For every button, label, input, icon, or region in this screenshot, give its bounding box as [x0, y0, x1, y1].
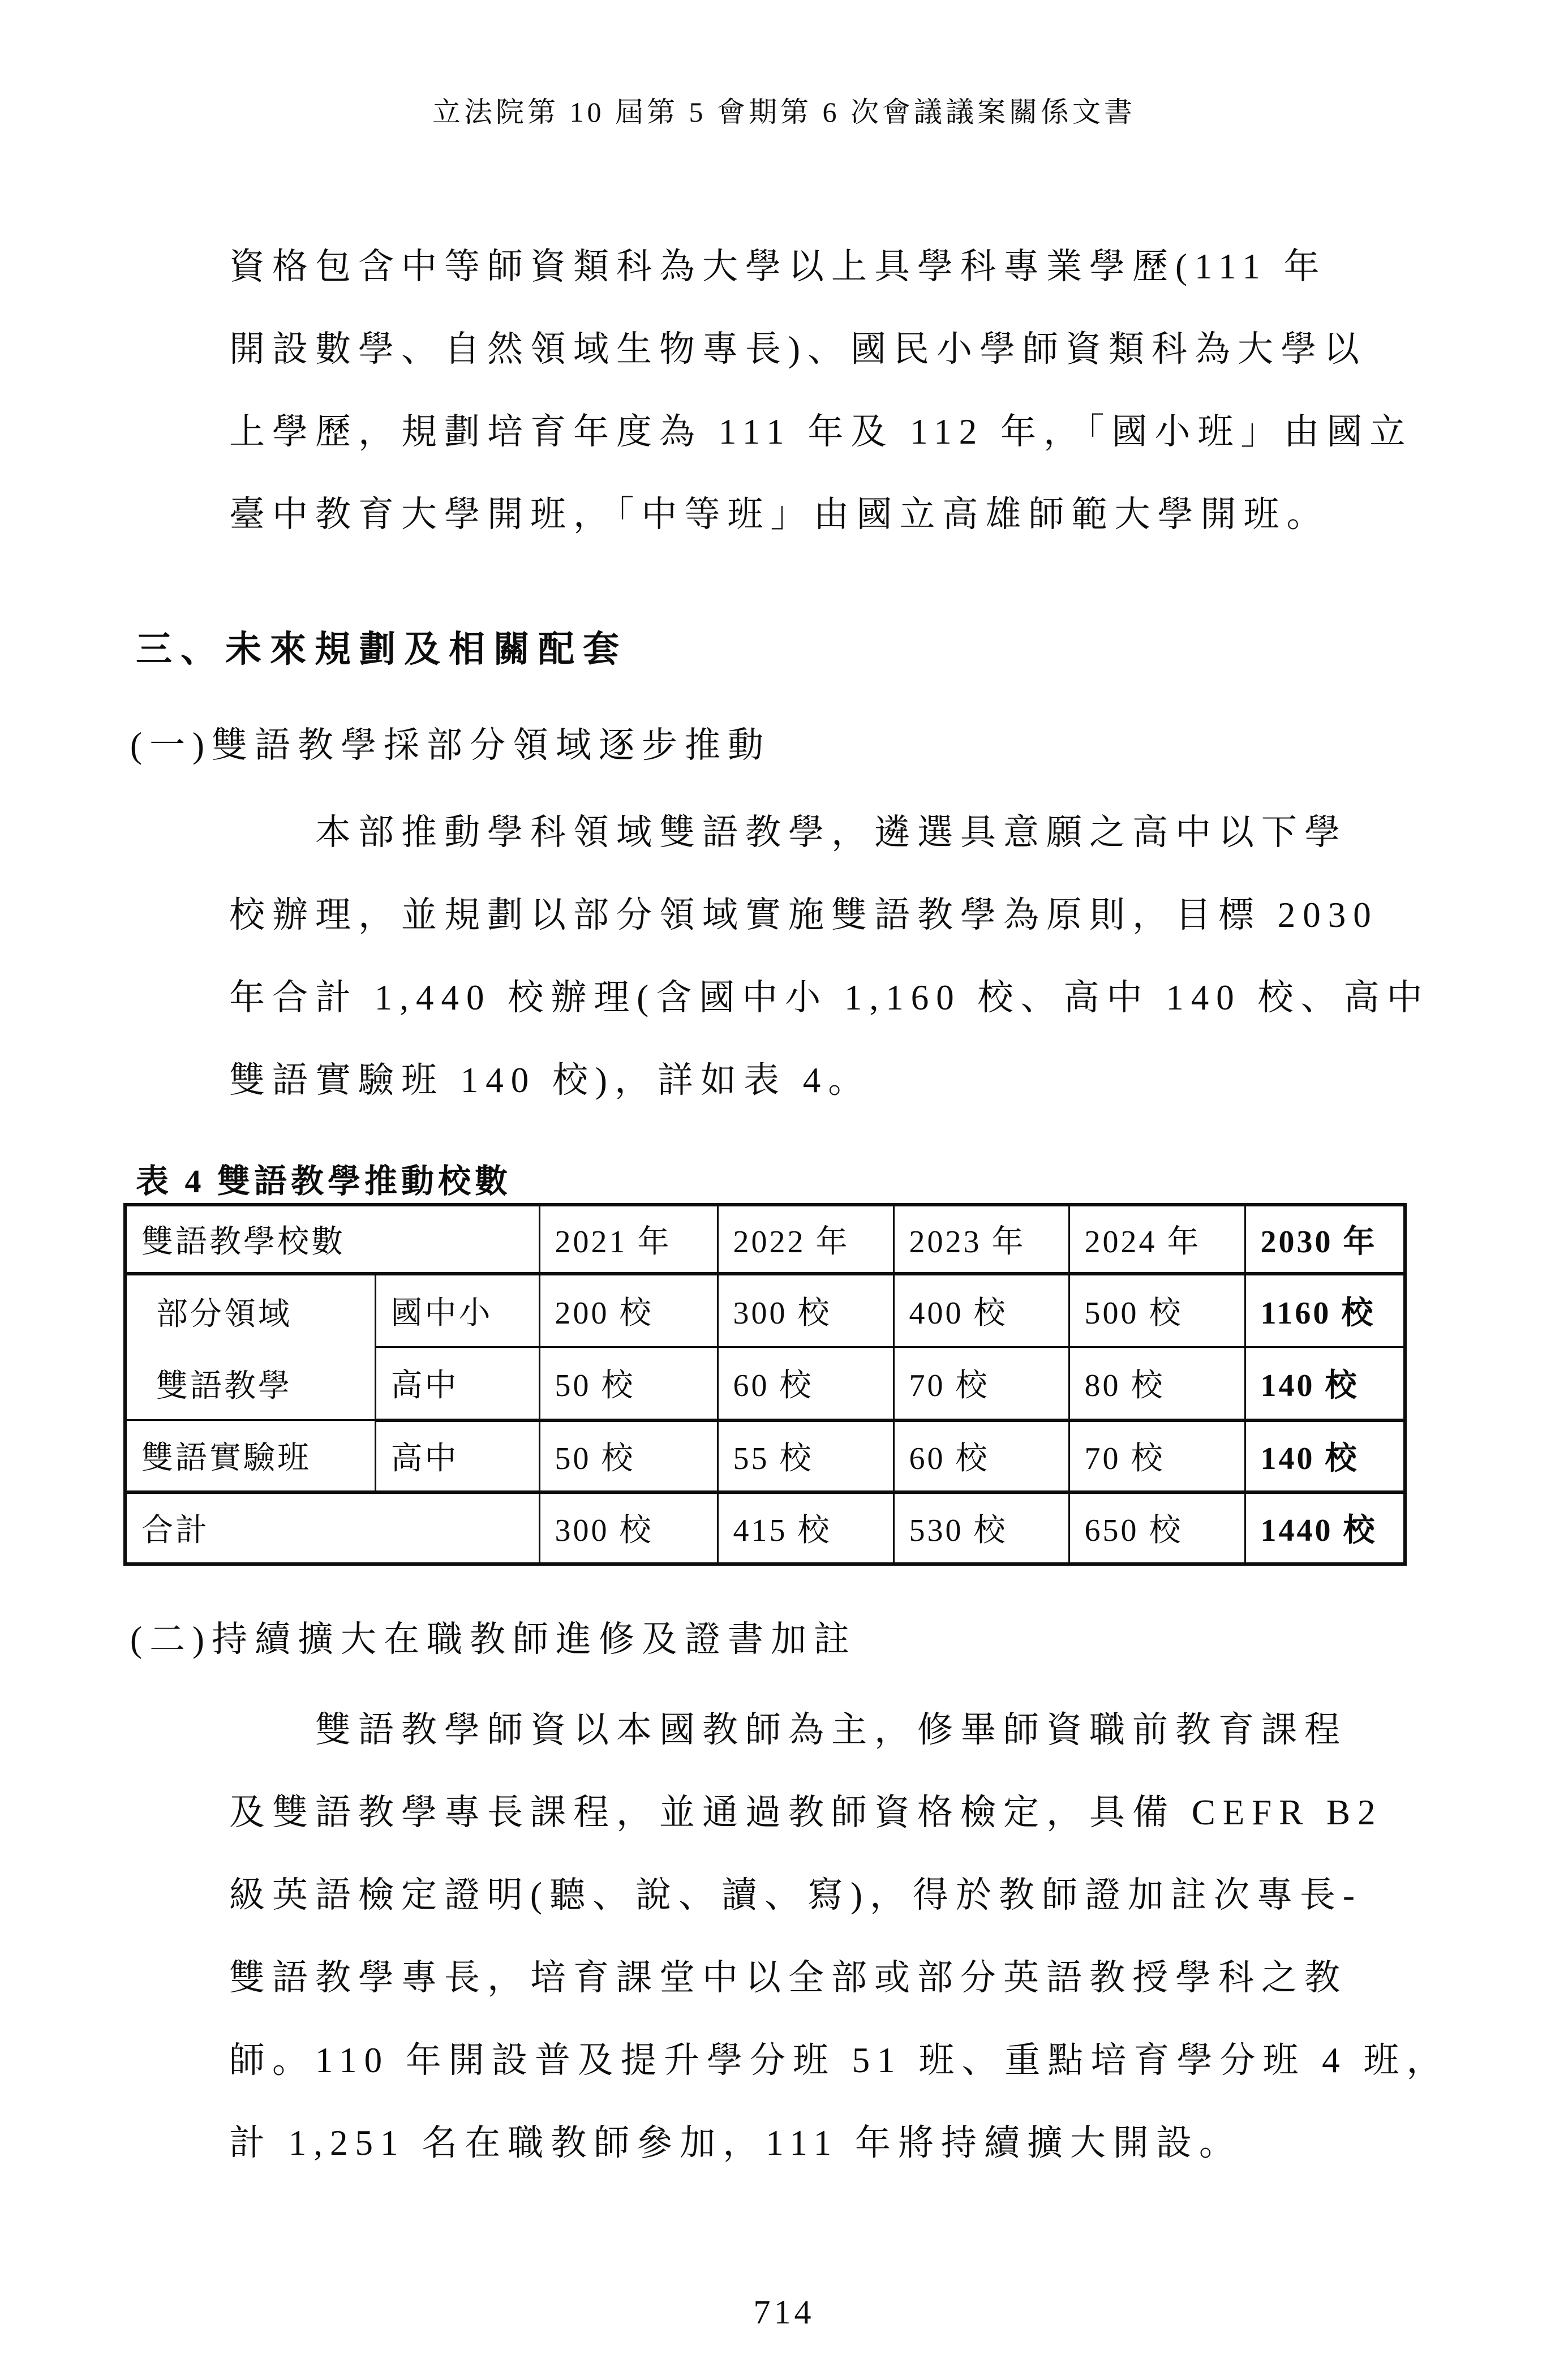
section-3-heading: 三、未來規劃及相關配套 [136, 629, 628, 669]
paragraph-line: 資格包含中等師資類科為大學以上具學科專業學歷(111 年 [229, 247, 1327, 286]
group-label-line-1: 部分領域 [156, 1296, 292, 1332]
subsection-2-paragraph [229, 1689, 1450, 2184]
paragraph-line: 開設數學、自然領域生物專長)、國民小學師資類科為大學以 [229, 329, 1367, 369]
paragraph-line: 雙語教學專長，培育課堂中以全部或部分英語教授學科之教 [229, 1958, 1347, 1997]
paragraph-line: 校辦理，並規劃以部分領域實施雙語教學為原則，目標 2030 [229, 895, 1378, 935]
table-cell-level: 高中 [375, 1420, 539, 1492]
subsection-1-heading: (一)雙語教學採部分領域逐步推動 [130, 725, 771, 765]
table-cell-value: 60 校 [718, 1347, 893, 1420]
paragraph-line: 雙語教學師資以本國教師為主，修畢師資職前教育課程 [315, 1710, 1347, 1750]
table-cell-value: 140 校 [1245, 1420, 1405, 1492]
subsection-2-heading: (二)持續擴大在職教師進修及證書加註 [130, 1619, 857, 1659]
group-label-line-2: 雙語教學 [156, 1368, 292, 1404]
table-cell-row-label: 雙語實驗班 [125, 1420, 375, 1492]
paragraph-line: 師。110 年開設普及提升學分班 51 班、重點培育學分班 4 班， [229, 2040, 1450, 2080]
page-number: 714 [753, 2293, 815, 2331]
table-cell-level: 國中小 [375, 1274, 539, 1347]
document-header: 立法院第 10 屆第 5 會期第 6 次會議議案關係文書 [432, 96, 1136, 128]
paragraph-line: 雙語實驗班 140 校)，詳如表 4。 [229, 1060, 871, 1100]
table-cell-value: 1160 校 [1245, 1274, 1405, 1347]
bilingual-schools-table [123, 1203, 1407, 1566]
table-cell-group-label [125, 1274, 375, 1420]
paragraph-line: 計 1,251 名在職教師參加，111 年將持續擴大開設。 [229, 2123, 1242, 2163]
table-cell-value: 1440 校 [1245, 1492, 1405, 1564]
table-cell-total-label: 合計 [125, 1492, 539, 1564]
table-header-row [125, 1205, 1405, 1274]
paragraph-line: 臺中教育大學開班，「中等班」由國立高雄師範大學開班。 [229, 495, 1330, 534]
table-cell-value: 60 校 [893, 1420, 1069, 1492]
table-cell-value: 200 校 [539, 1274, 718, 1347]
paragraph-line: 及雙語教學專長課程，並通過教師資格檢定，具備 CEFR B2 [229, 1793, 1383, 1832]
table-header-year-2023: 2023 年 [893, 1205, 1069, 1274]
table-cell-value: 300 校 [539, 1492, 718, 1564]
table-cell-value: 70 校 [893, 1347, 1069, 1420]
table-cell-value: 300 校 [718, 1274, 893, 1347]
table-header-year-2021: 2021 年 [539, 1205, 718, 1274]
table-cell-value: 80 校 [1069, 1347, 1245, 1420]
table-cell-value: 55 校 [718, 1420, 893, 1492]
table-cell-value: 50 校 [539, 1347, 718, 1420]
table-cell-value: 530 校 [893, 1492, 1069, 1564]
table-header-year-2024: 2024 年 [1069, 1205, 1245, 1274]
paragraph-continuation [229, 225, 1423, 556]
table-row-total [125, 1492, 1405, 1564]
table-row-experimental-class [125, 1420, 1405, 1492]
paragraph-line: 年合計 1,440 校辦理(含國中小 1,160 校、高中 140 校、高中 [229, 978, 1430, 1017]
table-cell-value: 500 校 [1069, 1274, 1245, 1347]
paragraph-line: 級英語檢定證明(聽、說、讀、寫)，得於教師證加註次專長- [229, 1875, 1362, 1915]
paragraph-line: 上學歷，規劃培育年度為 111 年及 112 年，「國小班」由國立 [229, 412, 1413, 452]
table-row-partial-domain-elementary [125, 1274, 1405, 1347]
table-cell-value: 415 校 [718, 1492, 893, 1564]
table-cell-level: 高中 [375, 1347, 539, 1420]
table-cell-value: 400 校 [893, 1274, 1069, 1347]
table-cell-value: 650 校 [1069, 1492, 1245, 1564]
table-cell-value: 70 校 [1069, 1420, 1245, 1492]
table-cell-value: 50 校 [539, 1420, 718, 1492]
table-header-year-2022: 2022 年 [718, 1205, 893, 1274]
paragraph-line: 本部推動學科領域雙語教學，遴選具意願之高中以下學 [315, 813, 1347, 852]
table-4-caption: 表 4 雙語教學推動校數 [136, 1163, 512, 1200]
subsection-1-paragraph [229, 791, 1430, 1122]
table-header-label: 雙語教學校數 [125, 1205, 539, 1274]
table-cell-value: 140 校 [1245, 1347, 1405, 1420]
table-header-year-2030: 2030 年 [1245, 1205, 1405, 1274]
